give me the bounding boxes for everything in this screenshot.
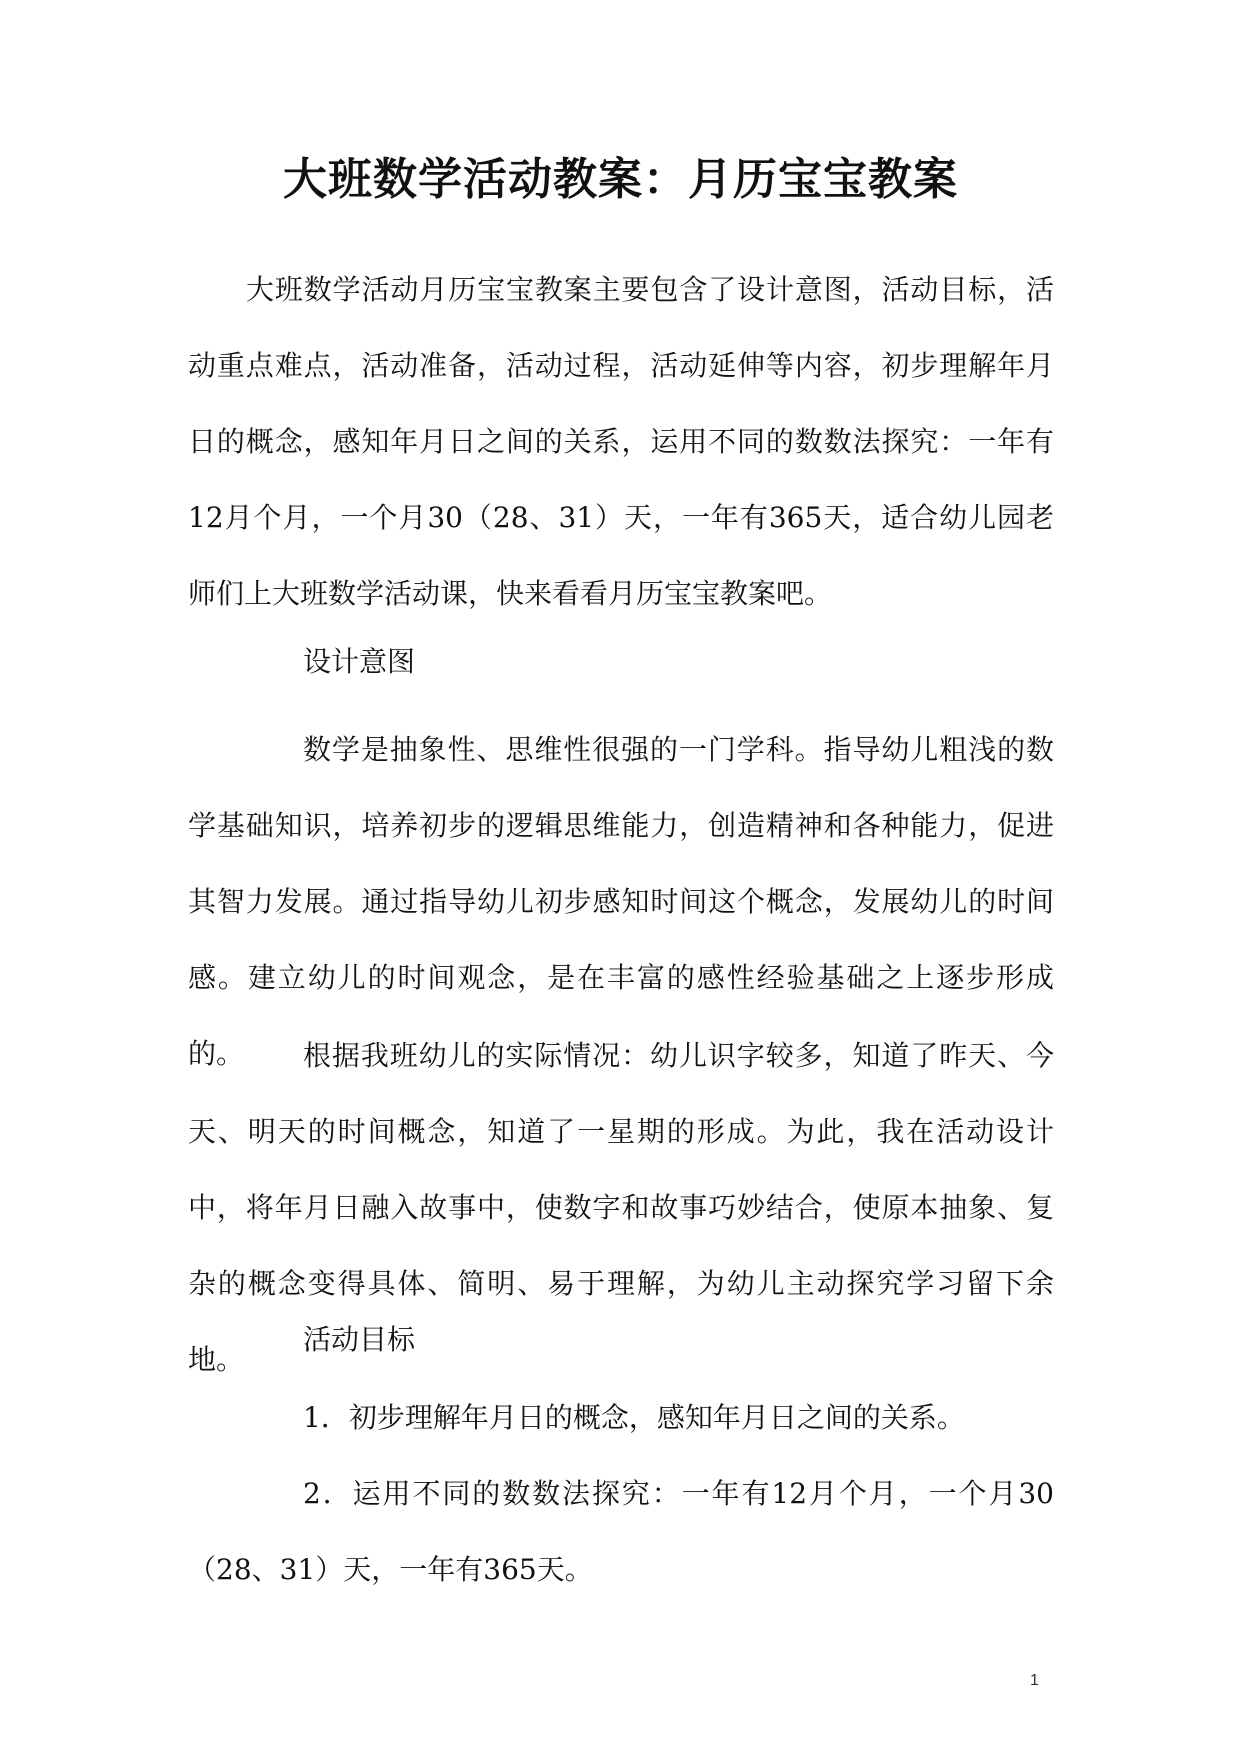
activity-goal-item-1: 1．初步理解年月日的概念，感知年月日之间的关系。 — [303, 1401, 965, 1434]
design-intent-paragraph-1: 数学是抽象性、思维性很强的一门学科。指导幼儿粗浅的数学基础知识，培养初步的逻辑思维能力，创造精神和各种能力，促进其智力发展。通过指导幼儿初步感知时间这个概念，发展幼儿的时间感。建立幼儿的时间观念，是在丰富的感性经验基础之上逐步形成的。 — [188, 733, 1054, 1070]
intro-paragraph: 大班数学活动月历宝宝教案主要包含了设计意图，活动目标，活动重点难点，活动准备，活动过程，活动延伸等内容，初步理解年月日的概念，感知年月日之间的关系，运用不同的数数法探究：一年有12月个月，一个月30（28、31）天，一年有365天，适合幼儿园老师们上大班数学活动课，快来看看月历宝宝教案吧。 — [188, 273, 1054, 610]
section-heading-activity-goals: 活动目标 — [303, 1323, 416, 1356]
section-heading-design-intent: 设计意图 — [303, 645, 416, 678]
page-number: 1 — [1030, 1672, 1039, 1689]
activity-goal-item-2: 2．运用不同的数数法探究：一年有12月个月，一个月30（28、31）天，一年有365天。 — [188, 1477, 1054, 1586]
design-intent-paragraph-2: 根据我班幼儿的实际情况：幼儿识字较多，知道了昨天、今天、明天的时间概念，知道了一星期的形成。为此，我在活动设计中，将年月日融入故事中，使数字和故事巧妙结合，使原本抽象、复杂的概念变得具体、简明、易于理解，为幼儿主动探究学习留下余地。 — [188, 1039, 1054, 1376]
document-title: 大班数学活动教案：月历宝宝教案 — [283, 154, 958, 205]
